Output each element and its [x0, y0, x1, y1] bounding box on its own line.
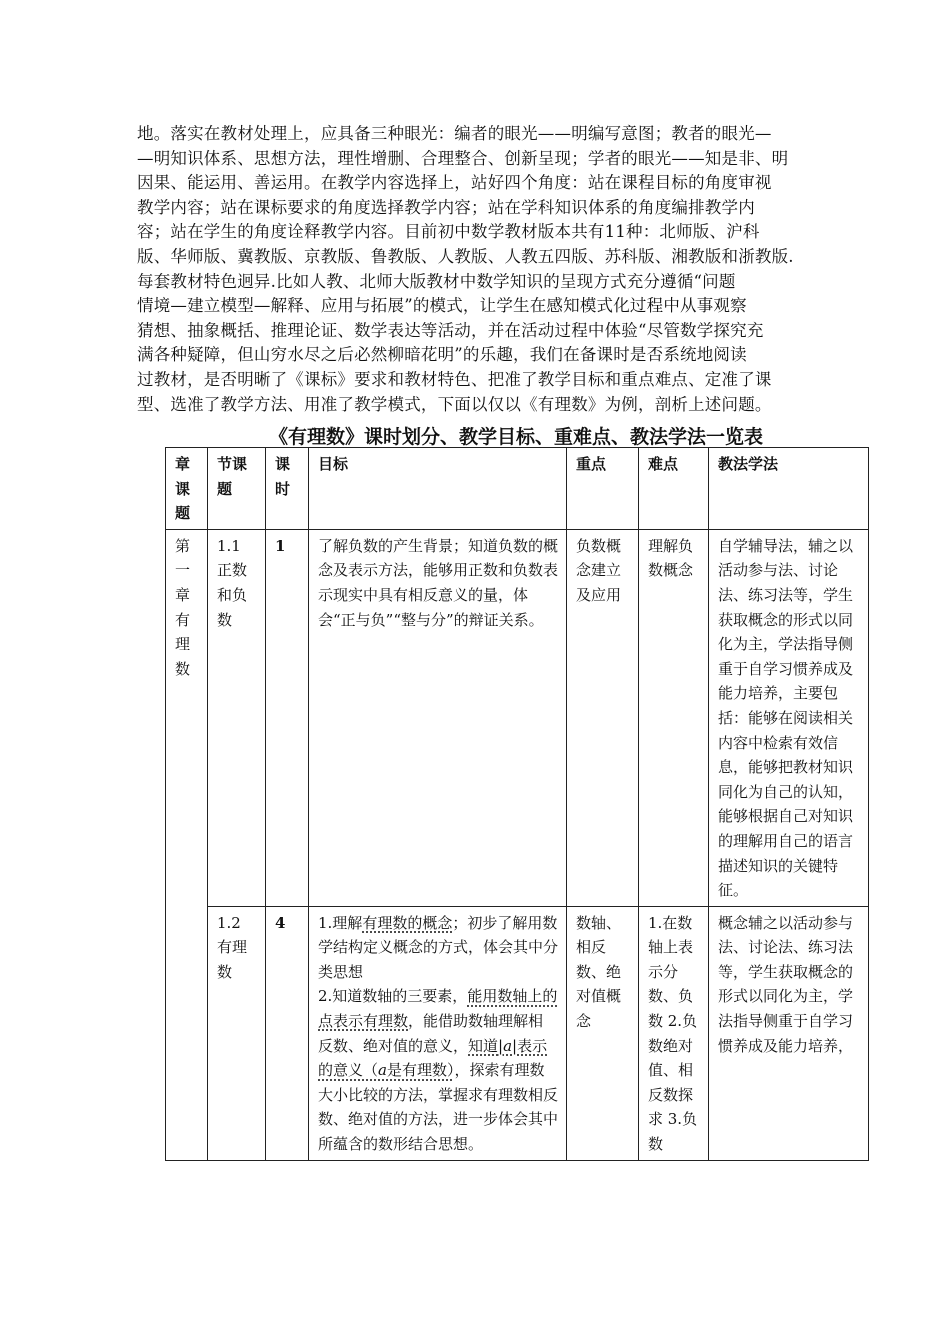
body-paragraph [137, 122, 837, 417]
paragraph-line: 猜想、抽象概括、推理论证、数学表达等活动，并在活动过程中体验“尽管数学探究充 [137, 320, 764, 340]
section-cell: 1.1 正数和负数 [208, 529, 266, 906]
goal-text: ，探索有理数大小比较的方法，掌握求有理数相反数、绝对值的方法，进一步体会其中所蕴含的数形结合思想。 [318, 1061, 559, 1154]
key-cell: 数轴、相反数、绝对值概念 [567, 906, 639, 1160]
paragraph-line: 因果、能运用、善运用。在教学内容选择上，站好四个角度：站在课程目标的角度审视 [137, 173, 772, 193]
header-difficulty: 难点 [639, 448, 709, 530]
goal-cell: 了解负数的产生背景；知道负数的概念及表示方法，能够用正数和负数表示现实中具有相反意义的量，体会“正与负”“整与分”的辩证关系。 [309, 529, 567, 906]
table-row [166, 906, 869, 1160]
paragraph-line: 版、华师版、冀教版、京教版、鲁教版、人教版、人教五四版、苏科版、湘教版和浙教版. [137, 246, 794, 266]
goal-emphasis: 表示的意义（ [318, 1036, 548, 1080]
method-cell: 概念辅之以活动参与法、讨论法、练习法等，学生获取概念的形式以同化为主，学法指导侧重于自学习惯养成及能力培养， [709, 906, 869, 1160]
paragraph-line: 情境—建立模型—解释、应用与拓展”的模式，让学生在感知模式化过程中从事观察 [137, 296, 747, 316]
goal-emphasis: 能用数轴上的点表示有理数 [318, 987, 558, 1031]
key-cell: 负数概念建立及应用 [567, 529, 639, 906]
goal-text: 2.知道数轴的三要素， [318, 987, 468, 1006]
table-header-row [166, 448, 869, 530]
goal-text: 1.理解 [318, 913, 363, 932]
table-row [166, 529, 869, 906]
section-cell: 1.2 有理数 [208, 906, 266, 1160]
paragraph-line: 过教材，是否明晰了《课标》要求和教材特色、把准了教学目标和重点难点、定准了课 [137, 369, 772, 389]
table-title: 《有理数》课时划分、教学目标、重难点、教法学法一览表 [268, 426, 763, 448]
header-key: 重点 [567, 448, 639, 530]
lesson-plan-table [165, 447, 869, 1161]
goal-text: ；初步了解用数学结构定义概念的方式，体会其中分类思想 [318, 913, 559, 981]
header-method: 教法学法 [709, 448, 869, 530]
chapter-cell: 第一章有理数 [166, 529, 208, 1160]
header-section: 节课题 [208, 448, 266, 530]
goal-emphasis: 知道 [468, 1036, 499, 1055]
paragraph-line: 每套教材特色迥异.比如人教、北师大版教材中数学知识的呈现方式充分遵循“问题 [137, 271, 736, 291]
header-chapter: 章课题 [166, 448, 208, 530]
difficulty-cell: 理解负数概念 [639, 529, 709, 906]
hours-cell: 4 [266, 906, 309, 1160]
header-goal: 目标 [309, 448, 567, 530]
goal-text: ，能借助数轴理解相反数、绝对值的意义， [318, 1012, 544, 1055]
paragraph-line: 容；站在学生的角度诠释教学内容。目前初中数学教材版本共有11种：北师版、沪科 [137, 222, 760, 242]
paragraph-line: —明知识体系、思想方法，理性增删、合理整合、创新呈现；学者的眼光——知是非、明 [137, 148, 789, 168]
header-hours: 课时 [266, 448, 309, 530]
paragraph-line: 满各种疑障，但山穷水尽之后必然柳暗花明”的乐趣，我们在备课时是否系统地阅读 [137, 345, 747, 365]
variable-symbol: a [378, 1061, 387, 1080]
abs-value-symbol: |a| [498, 1036, 518, 1055]
paragraph-line: 教学内容；站在课标要求的角度选择教学内容；站在学科知识体系的角度编排教学内 [137, 197, 755, 217]
difficulty-cell: 1.在数轴上表示分数、负数 2.负数绝对值、相反数探求 3.负数 [639, 906, 709, 1160]
goal-cell [309, 906, 567, 1160]
goal-emphasis: 有理数的概念 [362, 913, 453, 932]
goal-emphasis: 是有理数） [386, 1061, 455, 1080]
paragraph-line: 型、选准了教学方法、用准了教学模式，下面以仅以《有理数》为例，剖析上述问题。 [137, 394, 772, 414]
paragraph-line: 地。落实在教材处理上，应具备三种眼光：编者的眼光——明编写意图；教者的眼光— [137, 124, 772, 143]
hours-cell: 1 [266, 529, 309, 906]
method-cell: 自学辅导法，辅之以活动参与法、讨论法、练习法等，学生获取概念的形式以同化为主，学法指导侧重于自学习惯养成及能力培养，主要包括：能够在阅读相关内容中检索有效信息，能够把教材知识同化为自己的认知，能够根据自己对知识的理解用自己的语言描述知识的关键特征。 [709, 529, 869, 906]
